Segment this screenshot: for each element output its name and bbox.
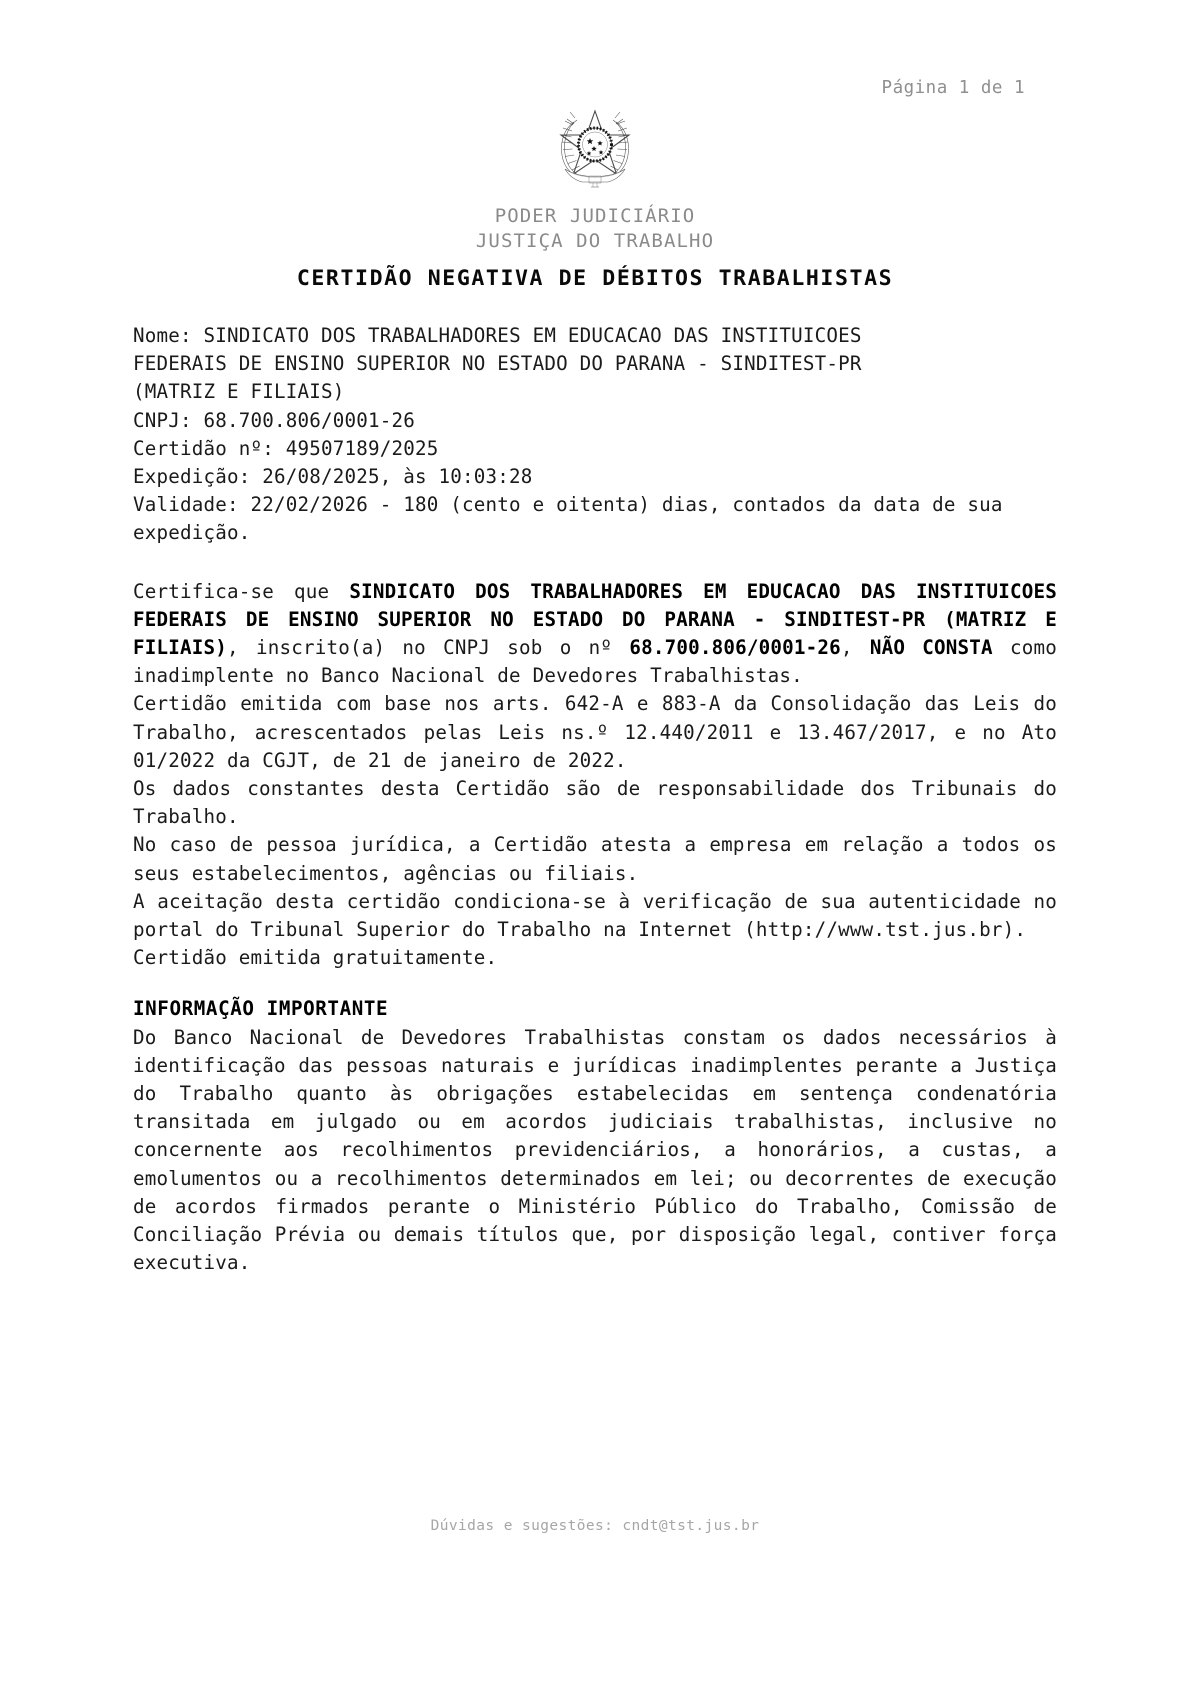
spacer — [133, 548, 1057, 578]
legal-basis-paragraph: Certidão emitida com base nos arts. 642-A e 883-A da Consolidação das Leis do Trabalho, acrescentados pelas Leis ns.º 12.440/2011 e 13.467/2017, e no Ato 01/2022 da CGJT, de 21 de janeiro de 2022. — [133, 692, 1057, 772]
cnpj-line: CNPJ: 68.700.806/0001-26 — [133, 408, 416, 432]
inscrito-text: , inscrito(a) no CNPJ sob o nº — [227, 636, 630, 660]
legal-entity-paragraph: No caso de pessoa jurídica, a Certidão atesta a empresa em relação a todos os seus estabelecimentos, agências ou filiais. — [133, 833, 1057, 885]
document-body — [133, 322, 1057, 1278]
footer-contact: Dúvidas e sugestões: cndt@tst.jus.br — [430, 1518, 760, 1534]
page-title: CERTIDÃO NEGATIVA DE DÉBITOS TRABALHISTAS — [296, 266, 894, 291]
expedicao-line: Expedição: 26/08/2025, às 10:03:28 — [133, 465, 533, 489]
responsibility-paragraph: Os dados constantes desta Certidão são de responsabilidade dos Tribunais do Trabalho. — [133, 777, 1057, 829]
status-badge: NÃO CONSTA — [869, 636, 993, 660]
verification-paragraph: A aceitação desta certidão condiciona-se à verificação de sua autenticidade no portal do Tribunal Superior do Trabalho na Internet (http://www.tst.jus.br). — [133, 889, 1057, 942]
org-line-labor-justice: JUSTIÇA DO TRABALHO — [475, 230, 715, 252]
court-identification — [0, 204, 1190, 254]
free-issuance-paragraph: Certidão emitida gratuitamente. — [133, 946, 498, 970]
certidao-number-line: Certidão nº: 49507189/2025 — [133, 436, 439, 460]
comma-separator: , — [840, 636, 870, 660]
certified-cnpj: 68.700.806/0001-26 — [629, 636, 841, 660]
spacer — [133, 972, 1057, 995]
crest-container — [0, 96, 1190, 196]
certifica-intro: Certifica-se que — [133, 579, 350, 603]
brazil-coat-of-arms-icon — [545, 96, 645, 196]
name-value-line-2: FEDERAIS DE ENSINO SUPERIOR NO ESTADO DO PARANA - SINDITEST-PR — [133, 352, 862, 376]
page-indicator: Página 1 de 1 — [881, 78, 1025, 98]
name-label: Nome: — [133, 324, 204, 347]
identification-block — [133, 322, 1057, 548]
validade-line: Validade: 22/02/2026 - 180 (cento e oitenta) dias, contados da data de sua expedição. — [133, 493, 1003, 545]
org-line-judiciary: PODER JUDICIÁRIO — [494, 205, 696, 227]
status-tail-text: como inadimplente no Banco Nacional de Devedores Trabalhistas. — [133, 636, 1057, 688]
name-value-line-3: (MATRIZ E FILIAIS) — [133, 380, 345, 404]
certified-entity-name: SINDICATO DOS TRABALHADORES EM EDUCACAO DAS INSTITUICOES FEDERAIS DE ENSINO SUPERIOR NO ESTADO DO PARANA - SINDITEST-PR (MATRIZ E FILIAIS) — [133, 579, 1057, 660]
important-info-paragraph: Do Banco Nacional de Devedores Trabalhistas constam os dados necessários à identificação das pessoas naturais e jurídicas inadimplentes perante a Justiça do Trabalho quanto às obrigações estabelecidas em sentença condenatória transitada em julgado ou em acordos judiciais trabalhistas, inclusive no concernente aos recolhimentos previdenciários, a honorários, a custas, a emolumentos ou a recolhimentos determinados em lei; ou decorrentes de execução de acordos firmados perante o Ministério Público do Trabalho, Comissão de Conciliação Prévia ou demais títulos que, por disposição legal, contiver força executiva. — [133, 1025, 1057, 1275]
certification-statement — [133, 578, 1057, 691]
name-value-line-1: SINDICATO DOS TRABALHADORES EM EDUCACAO DAS INSTITUICOES — [203, 324, 862, 347]
important-info-heading: INFORMAÇÃO IMPORTANTE — [133, 997, 389, 1021]
